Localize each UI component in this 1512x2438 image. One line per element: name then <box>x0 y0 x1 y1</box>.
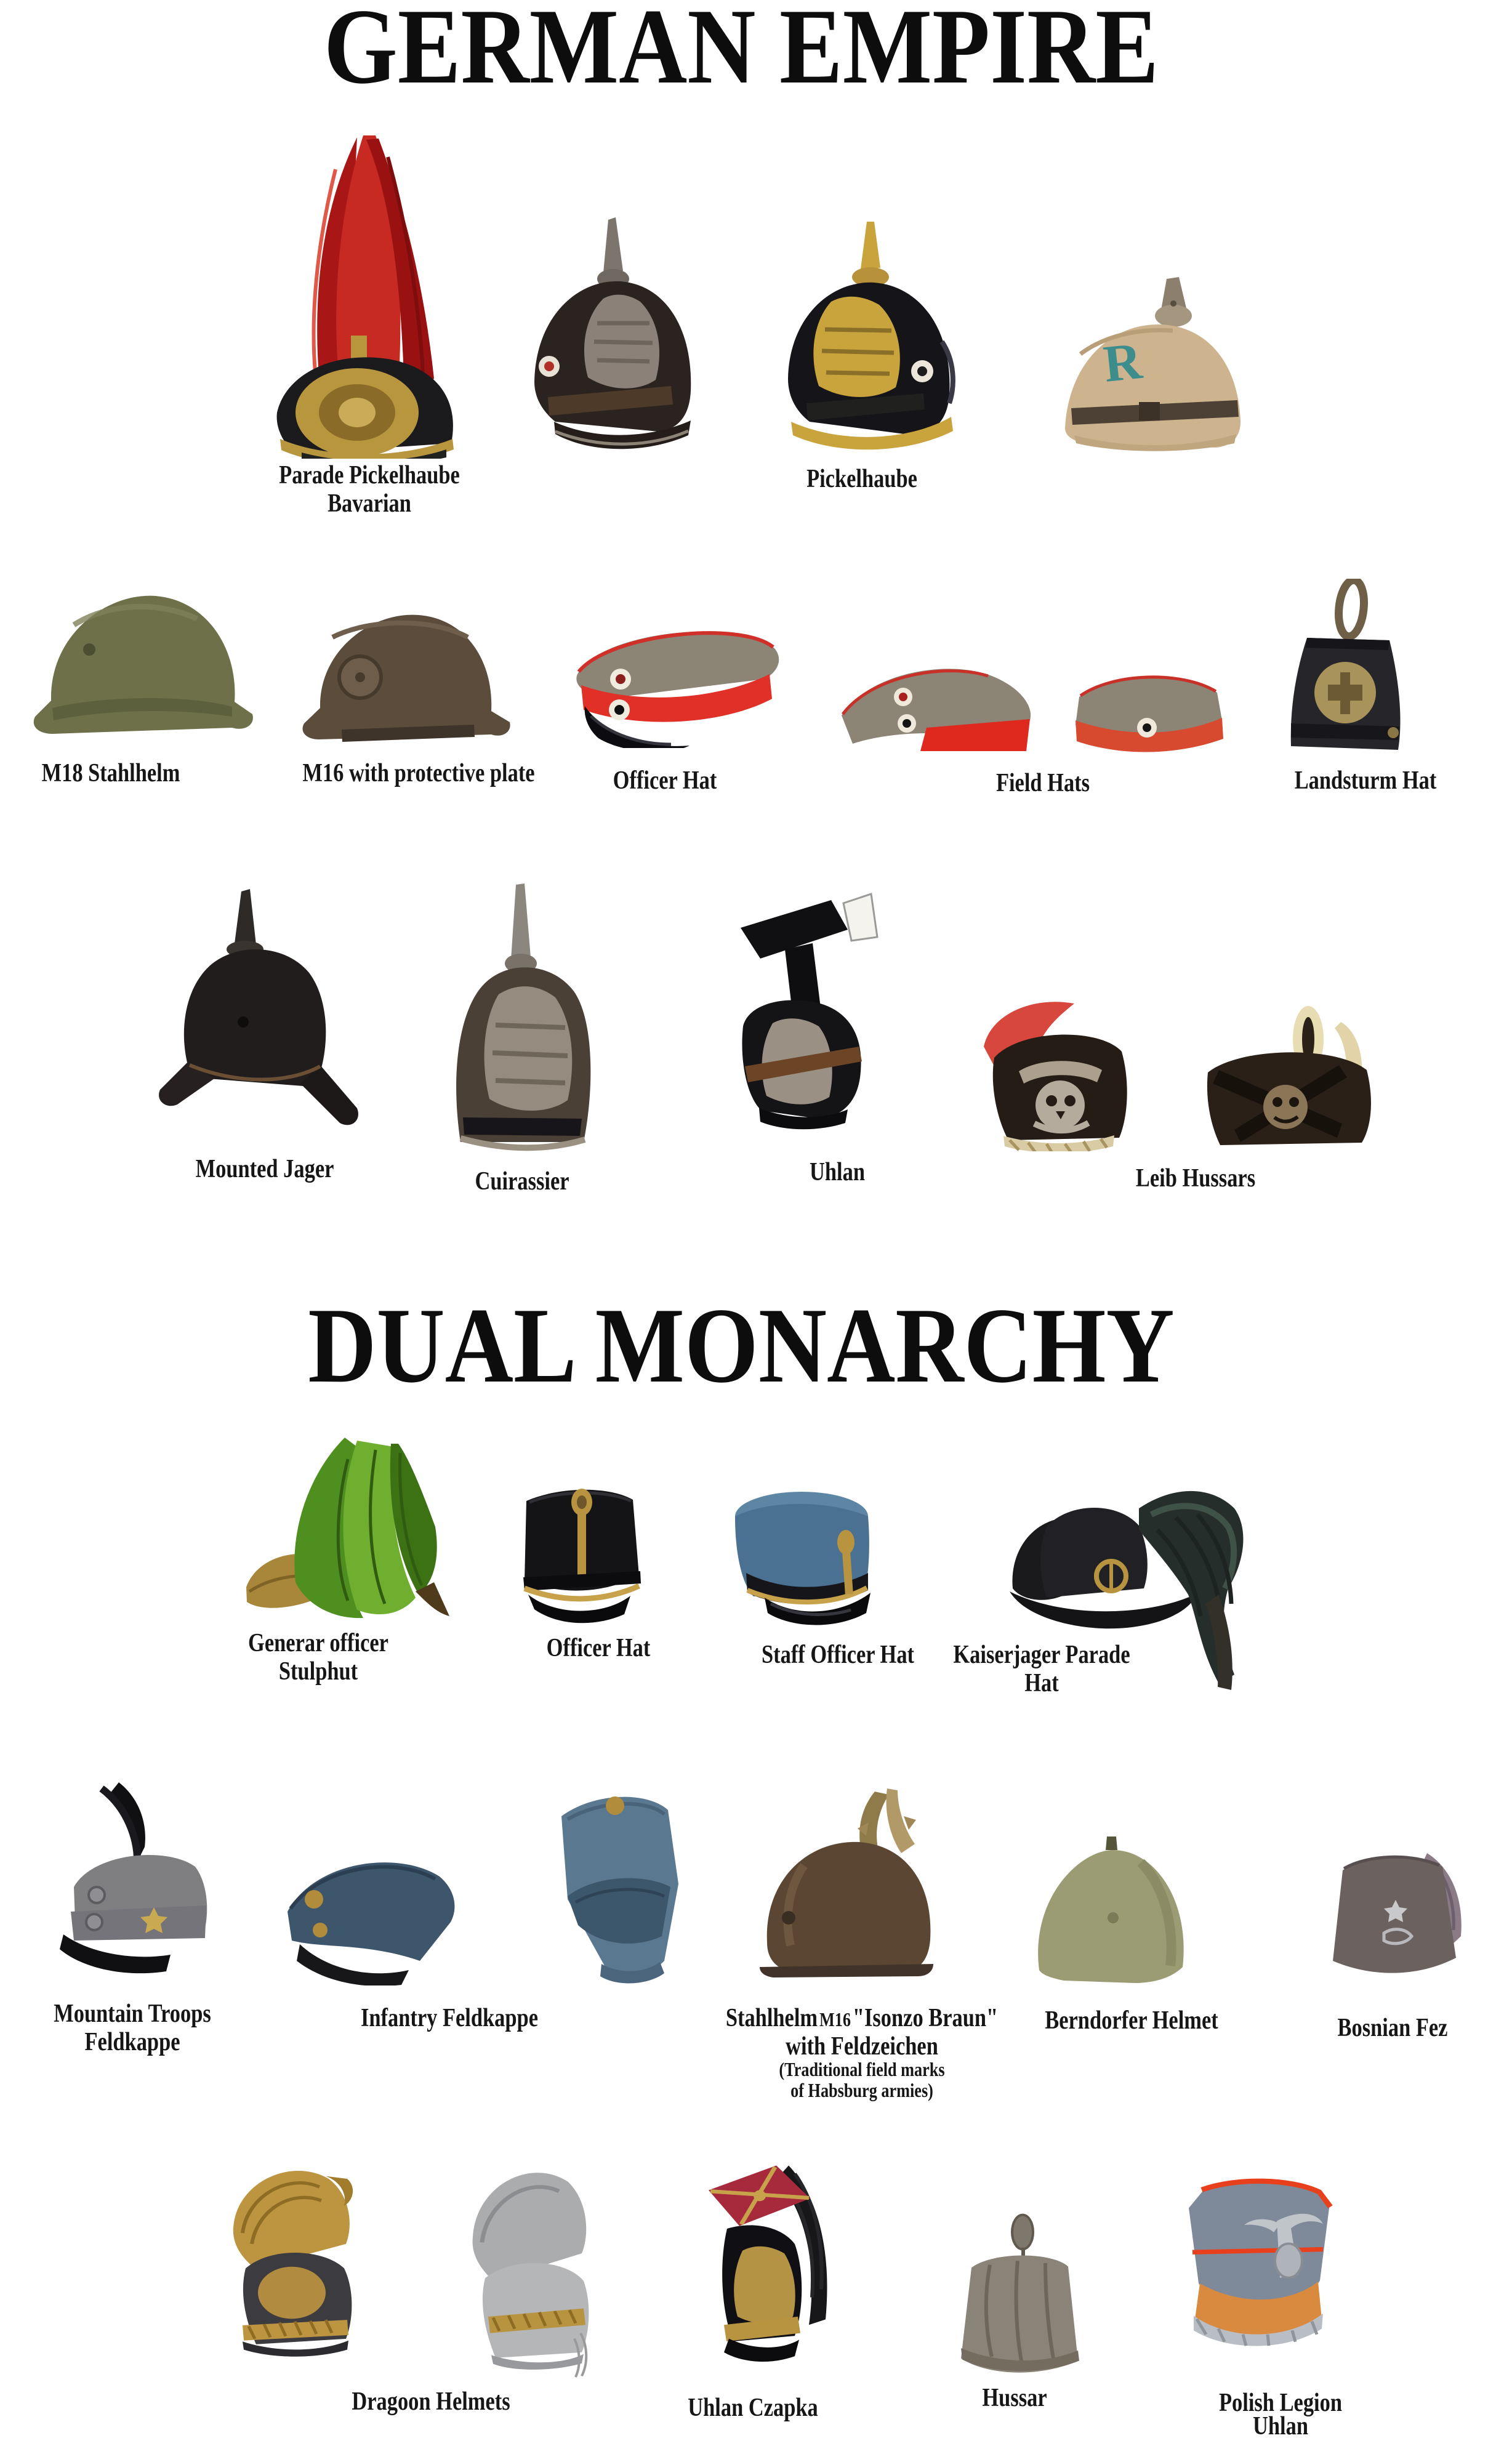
label-stulphut-line2: Stulphut <box>278 1657 358 1686</box>
pickelhaube-gold-image <box>757 219 985 459</box>
label-kaiserjager-line2: Hat <box>1024 1669 1059 1697</box>
label-m16: M16 with protective plate <box>302 759 535 787</box>
austrian-officer-kepi-image <box>493 1478 665 1625</box>
label-cuirassier: Cuirassier <box>475 1167 569 1196</box>
label-stahlhelm-isonzo-line1: Stahlhelm M16 "Isonzo Braun" <box>725 2004 999 2032</box>
bosnian-fez-image <box>1301 1835 1482 1985</box>
label-landsturm-hat: Landsturm Hat <box>1294 766 1437 795</box>
german-officer-visor-cap-image <box>566 613 788 748</box>
label-mountain-troops-line2: Feldkappe <box>84 2028 180 2056</box>
label-field-hats: Field Hats <box>995 769 1090 797</box>
label-mounted-jager: Mounted Jager <box>195 1155 334 1183</box>
label-hussar: Hussar <box>982 2384 1047 2412</box>
landsturm-shako-image <box>1253 579 1434 757</box>
label-dragoon-helmets: Dragoon Helmets <box>352 2388 510 2416</box>
skull-badge <box>1035 1080 1085 1130</box>
label-officer-hat-austrian: Officer Hat <box>546 1634 651 1662</box>
leib-hussar-busby-right-image <box>1182 1004 1394 1151</box>
label-kaiserjager-line1: Kaiserjager Parade <box>953 1641 1130 1669</box>
label-staff-officer-hat: Staff Officer Hat <box>761 1641 915 1669</box>
label-stahlhelm-note-line1: (Traditional field marks <box>779 2058 945 2080</box>
m18-stahlhelm-image <box>15 566 262 757</box>
label-bosnian-fez: Bosnian Fez <box>1337 2014 1448 2042</box>
spike <box>861 222 880 269</box>
label-stulphut-line1: Generar officer <box>248 1629 388 1657</box>
label-stahlhelm-note-line2: of Habsburg armies) <box>790 2079 933 2101</box>
label-uhlan-czapka: Uhlan Czapka <box>688 2394 818 2422</box>
stahlhelm-isonzo-braun-image <box>730 1785 958 1998</box>
cuirassier-helmet-image <box>425 877 616 1151</box>
hussar-busby-image <box>931 2210 1104 2383</box>
label-polish-legion-line2: Uhlan <box>1253 2412 1308 2438</box>
m16-protective-plate-image <box>283 588 520 757</box>
label-pickelhaube: Pickelhaube <box>806 465 917 493</box>
label-polish-legion-line1: Polish Legion <box>1219 2389 1342 2417</box>
label-mountain-troops-line1: Mountain Troops <box>54 2000 211 2028</box>
pickelhaube-cloth-cover-image <box>1047 274 1262 456</box>
label-stahlhelm-isonzo-line2: with Feldzeichen <box>786 2032 938 2061</box>
pickelhaube-leather-image <box>511 212 711 459</box>
label-m18-stahlhelm: M18 Stahlhelm <box>41 759 180 787</box>
stulphut-image <box>237 1434 489 1625</box>
infantry-feldkappe-light-image <box>503 1782 700 1992</box>
leib-hussar-busby-left-image <box>960 985 1148 1151</box>
berndorfer-helmet-image <box>987 1825 1230 1992</box>
label-leib-hussars: Leib Hussars <box>1135 1164 1256 1193</box>
label-parade-pickelhaube-line2: Bavarian <box>328 489 411 518</box>
eagle-plate <box>485 986 573 1111</box>
dragoon-helmet-gold-image <box>199 2152 384 2380</box>
spike <box>603 217 623 273</box>
label-infantry-feldkappe: Infantry Feldkappe <box>361 2004 538 2032</box>
eagle-plate <box>734 2247 795 2323</box>
mounted-jager-helmet-image <box>142 880 394 1151</box>
label-officer-hat-german: Officer Hat <box>613 766 717 795</box>
section-title-dual-monarchy: DUAL MONARCHY <box>308 1285 1175 1405</box>
label-berndorfer-helmet: Berndorfer Helmet <box>1045 2006 1218 2035</box>
label-parade-pickelhaube: Parade Pickelhaube <box>279 461 460 489</box>
section-title-german-empire: GERMAN EMPIRE <box>324 0 1159 106</box>
regiment-stencil: R <box>1101 331 1145 393</box>
field-hat-left-image <box>834 659 1040 754</box>
staff-officer-kepi-image <box>709 1487 897 1631</box>
field-hat-right-image <box>1062 659 1237 754</box>
dragoon-helmet-silver-image <box>427 2152 633 2383</box>
polish-legion-uhlan-czapka-image <box>1138 2167 1372 2383</box>
infantry-feldkappe-dark-image <box>266 1835 472 1985</box>
label-uhlan: Uhlan <box>810 1158 865 1186</box>
mountain-troops-feldkappe-image <box>40 1779 228 1992</box>
uhlan-czapka-german-image <box>686 882 899 1151</box>
uhlan-czapka-austrian-image <box>662 2152 859 2383</box>
parade-pickelhaube-bavarian-image <box>243 132 489 459</box>
